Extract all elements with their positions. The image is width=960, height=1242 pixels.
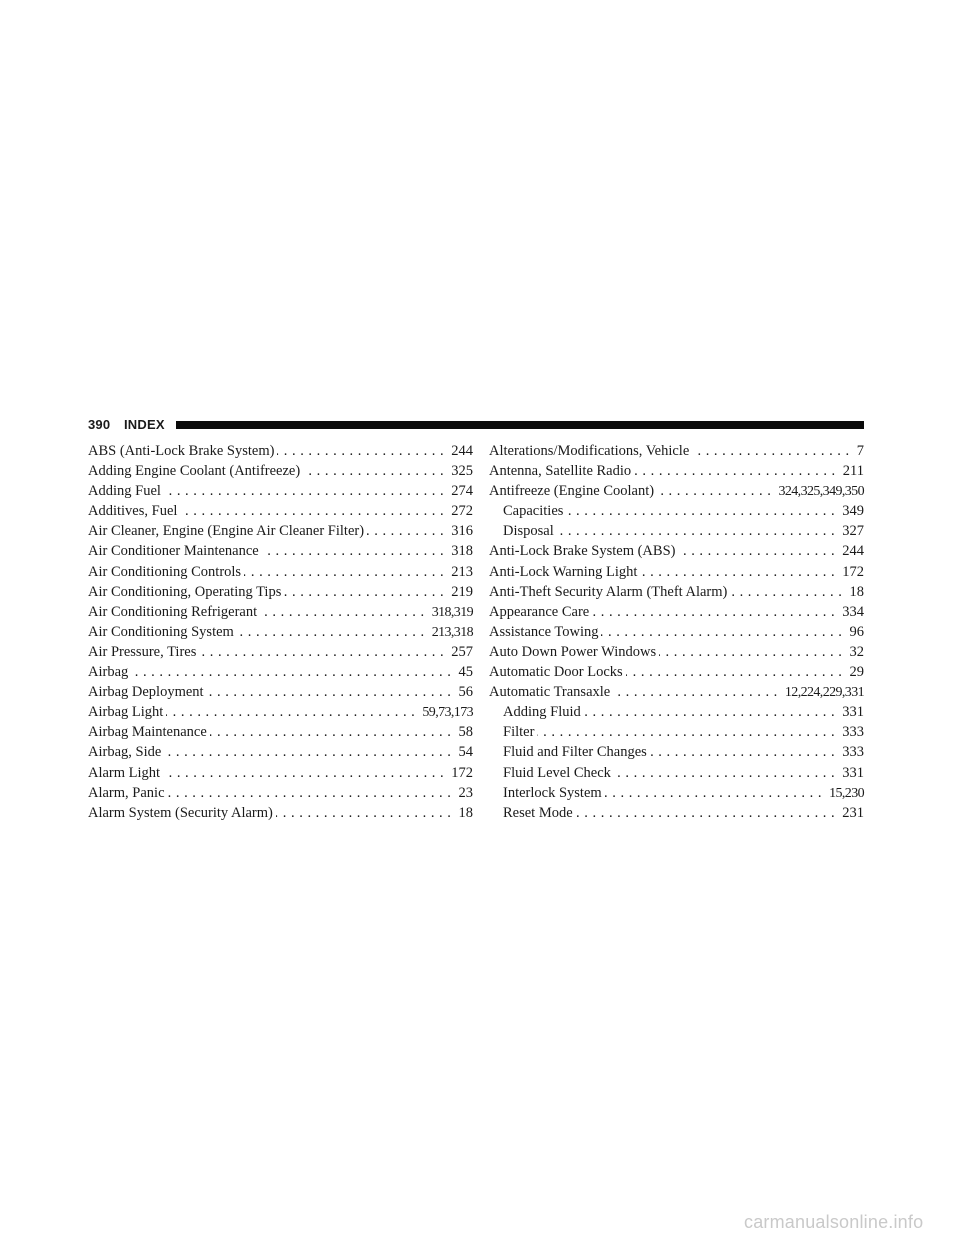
index-subentry	[489, 763, 864, 783]
index-entry	[88, 783, 473, 803]
index-pages: 349	[842, 503, 864, 520]
index-pages: 213	[451, 563, 473, 580]
leader-dots	[605, 783, 826, 803]
index-subentry	[489, 501, 864, 521]
leader-dots	[303, 461, 448, 481]
index-pages: 211	[842, 463, 864, 480]
index-term: Antenna, Satellite Radio	[489, 463, 632, 480]
index-term: Air Cleaner, Engine (Engine Air Cleaner Filter)	[88, 523, 365, 540]
index-entry	[88, 441, 473, 461]
index-column-left	[88, 441, 473, 823]
leader-dots	[168, 783, 456, 803]
index-entry	[88, 662, 473, 682]
leader-dots	[576, 803, 840, 823]
leader-dots	[262, 541, 449, 561]
index-entry	[88, 742, 473, 762]
index-pages: 7	[856, 443, 864, 459]
index-pages: 244	[842, 543, 864, 560]
index-term: Air Conditioning Refrigerant	[88, 603, 258, 620]
index-pages: 272	[451, 503, 473, 520]
leader-dots	[199, 642, 448, 662]
index-term: Automatic Door Locks	[489, 664, 623, 681]
index-pages: 23	[458, 784, 473, 801]
index-entry	[489, 562, 864, 582]
index-subentry	[489, 702, 864, 722]
leader-dots	[260, 602, 429, 622]
index-term: Alterations/Modifications, Vehicle	[489, 443, 690, 459]
index-entry	[88, 622, 473, 642]
index-entry	[88, 501, 473, 521]
index-entry	[489, 481, 864, 501]
index-entry	[489, 642, 864, 662]
index-entry	[88, 803, 473, 823]
leader-dots	[650, 742, 839, 762]
leader-dots	[730, 582, 846, 602]
leader-dots	[634, 461, 840, 481]
index-pages: 331	[842, 704, 864, 721]
leader-dots	[659, 642, 846, 662]
index-term: Fluid and Filter Changes	[503, 744, 647, 761]
leader-dots	[244, 562, 448, 582]
index-pages: 58	[458, 724, 473, 741]
index-entry	[489, 541, 864, 561]
index-pages: 244	[451, 443, 473, 459]
index-entry	[88, 642, 473, 662]
index-term: Antifreeze (Engine Coolant)	[489, 483, 655, 500]
index-pages: 318	[451, 543, 473, 560]
leader-dots	[276, 803, 456, 823]
leader-dots	[163, 763, 448, 783]
leader-dots	[210, 722, 456, 742]
index-term: Alarm, Panic	[88, 784, 165, 801]
index-column-right	[489, 441, 864, 823]
index-pages: 12,224,229,331	[784, 685, 864, 701]
index-pages: 318,319	[431, 604, 473, 620]
index-pages: 56	[458, 684, 473, 701]
index-pages: 331	[842, 764, 864, 781]
leader-dots	[284, 582, 448, 602]
leader-dots	[557, 521, 840, 541]
index-pages: 324,325,349,350	[778, 484, 864, 500]
leader-dots	[592, 602, 839, 622]
index-pages: 274	[451, 483, 473, 500]
index-term: Interlock System	[503, 784, 602, 801]
leader-dots	[613, 682, 782, 702]
index-entry	[489, 622, 864, 642]
leader-dots	[626, 662, 847, 682]
leader-dots	[537, 722, 839, 742]
index-term: Additives, Fuel	[88, 503, 178, 520]
index-entry	[88, 461, 473, 481]
index-term: Air Conditioning System	[88, 623, 234, 640]
watermark: carmanualsonline.info	[744, 1212, 924, 1232]
index-subentry	[489, 803, 864, 823]
page-number: 390	[88, 417, 111, 432]
index-term: Disposal	[503, 523, 554, 540]
index-entry	[489, 602, 864, 622]
index-pages: 18	[849, 583, 864, 600]
leader-dots	[678, 541, 839, 561]
index-term: Airbag, Side	[88, 744, 162, 761]
index-term: Air Conditioning Controls	[88, 563, 242, 580]
index-term: Airbag Maintenance	[88, 724, 207, 741]
index-entry	[88, 562, 473, 582]
index-pages: 29	[849, 664, 864, 681]
index-pages: 316	[451, 523, 473, 540]
leader-dots	[692, 441, 853, 461]
header-rule	[176, 421, 864, 429]
index-entry	[88, 521, 473, 541]
index-subentry	[489, 521, 864, 541]
leader-dots	[601, 622, 846, 642]
index-entry	[88, 582, 473, 602]
index-term: Fluid Level Check	[503, 764, 611, 781]
index-term: Capacities	[503, 503, 564, 520]
index-entry	[88, 722, 473, 742]
index-term: Automatic Transaxle	[489, 684, 611, 701]
index-term: Filter	[503, 724, 535, 741]
index-entry	[489, 441, 864, 461]
index-term: Reset Mode	[503, 804, 573, 821]
index-term: Adding Fluid	[503, 704, 581, 721]
index-term: Airbag Deployment	[88, 684, 204, 701]
index-pages: 172	[451, 764, 473, 781]
index-term: Air Conditioning, Operating Tips	[88, 583, 282, 600]
leader-dots	[207, 682, 456, 702]
index-entry	[88, 541, 473, 561]
leader-dots	[584, 702, 840, 722]
index-pages: 334	[842, 603, 864, 620]
index-pages: 213,318	[431, 624, 473, 640]
index-pages: 231	[842, 804, 864, 821]
leader-dots	[164, 481, 448, 501]
index-term: Adding Engine Coolant (Antifreeze)	[88, 463, 301, 480]
leader-dots	[277, 441, 448, 461]
leader-dots	[566, 501, 839, 521]
index-subentry	[489, 722, 864, 742]
index-entry	[88, 682, 473, 702]
leader-dots	[166, 702, 419, 722]
index-entry	[88, 481, 473, 501]
index-subentry	[489, 742, 864, 762]
index-entry	[88, 763, 473, 783]
index-pages: 325	[451, 463, 473, 480]
index-term: Appearance Care	[489, 603, 590, 620]
index-term: Auto Down Power Windows	[489, 643, 657, 660]
index-subentry	[489, 783, 864, 803]
index-term: Airbag	[88, 664, 129, 681]
index-pages: 172	[842, 563, 864, 580]
index-term: Anti-Theft Security Alarm (Theft Alarm)	[489, 583, 728, 600]
index-pages: 333	[842, 724, 864, 741]
leader-dots	[640, 562, 839, 582]
leader-dots	[237, 622, 429, 642]
index-term: Air Pressure, Tires	[88, 643, 197, 660]
index-pages: 32	[849, 643, 864, 660]
index-pages: 327	[842, 523, 864, 540]
index-pages: 333	[842, 744, 864, 761]
index-entry	[489, 582, 864, 602]
index-entry	[489, 682, 864, 702]
index-entry	[489, 461, 864, 481]
index-entry	[88, 702, 473, 722]
index-pages: 45	[458, 664, 473, 681]
index-pages: 96	[849, 623, 864, 640]
index-term: Alarm Light	[88, 764, 161, 781]
index-pages: 59,73,173	[422, 705, 473, 721]
index-pages: 54	[458, 744, 473, 761]
index-term: Assistance Towing	[489, 623, 599, 640]
leader-dots	[614, 763, 839, 783]
index-entry	[489, 662, 864, 682]
index-term: Air Conditioner Maintenance	[88, 543, 259, 560]
page-header	[88, 415, 864, 435]
index-term: Anti-Lock Brake System (ABS)	[489, 543, 676, 560]
leader-dots	[180, 501, 448, 521]
index-pages: 219	[451, 583, 473, 600]
leader-dots	[657, 481, 775, 501]
index-pages: 18	[458, 804, 473, 821]
index-term: Anti-Lock Warning Light	[489, 563, 638, 580]
index-entry	[88, 602, 473, 622]
leader-dots	[131, 662, 455, 682]
index-pages: 257	[451, 643, 473, 660]
index-term: Adding Fuel	[88, 483, 161, 500]
index-term: Airbag Light	[88, 704, 164, 721]
leader-dots	[367, 521, 448, 541]
page-title: INDEX	[124, 417, 165, 432]
index-term: Alarm System (Security Alarm)	[88, 804, 273, 821]
leader-dots	[164, 742, 455, 762]
index-pages: 15,230	[829, 785, 864, 801]
index-term: ABS (Anti-Lock Brake System)	[88, 443, 275, 459]
